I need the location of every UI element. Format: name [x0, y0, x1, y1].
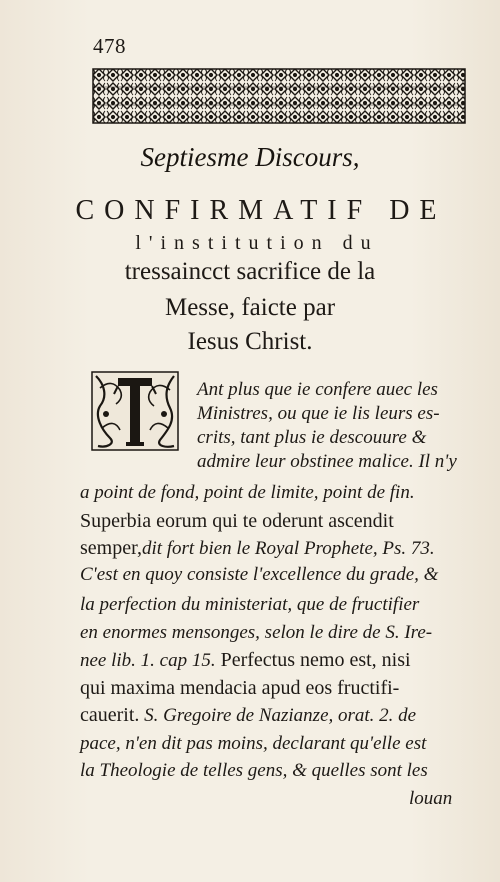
drop-cap	[90, 368, 180, 452]
catchword: louan	[409, 788, 453, 809]
text-line: la Theologie de telles gens, & quelles sont les	[80, 760, 428, 781]
ornamental-drop-cap-icon	[90, 368, 180, 452]
ornamental-header-icon	[92, 68, 466, 124]
italic-fragment: S. Gregoire de Nazianze, orat. 2. de	[139, 705, 417, 726]
discourse-heading: Septiesme Discours,	[140, 142, 360, 172]
text-line	[80, 648, 411, 673]
italic-fragment: nee lib. 1. cap 15.	[80, 650, 216, 671]
italic-fragment: dit fort bien le Royal Prophete, Ps. 73.	[141, 538, 435, 559]
text-line: admire leur obstinee malice. Il n'y	[197, 451, 457, 472]
text-line: crits, tant plus ie descouure &	[197, 427, 427, 448]
latin-fragment: cauerit.	[80, 704, 140, 726]
text-line: pace, n'en dit pas moins, declarant qu'elle est	[80, 733, 427, 754]
latin-fragment: Perfectus nemo est, nisi	[215, 649, 411, 671]
latin-fragment: semper,	[80, 537, 142, 559]
text-line	[80, 703, 416, 728]
title-line-1: CONFIRMATIF DE	[75, 195, 447, 226]
text-line: en enormes mensonges, selon le dire de S. Ire-	[80, 622, 433, 643]
page-number: 478	[93, 34, 126, 58]
text-line: qui maxima mendacia apud eos fructifi-	[80, 677, 400, 699]
text-line: Ant plus que ie confere auec les	[197, 379, 438, 400]
text-line: Ministres, ou que ie lis leurs es-	[197, 403, 440, 424]
ornamental-header-band	[92, 68, 466, 124]
text-line: a point de fond, point de limite, point de fin.	[80, 482, 415, 503]
title-line-5: Iesus Christ.	[187, 328, 313, 355]
title-line-2: l'institution du	[135, 232, 379, 254]
text-line: C'est en quoy consiste l'excellence du grade, &	[80, 564, 439, 585]
text-line: Superbia eorum qui te oderunt ascendit	[80, 510, 394, 532]
title-line-3: tressaincct sacrifice de la	[124, 258, 376, 285]
title-line-4: Messe, faicte par	[164, 294, 336, 321]
text-line: la perfection du ministeriat, que de fructifier	[80, 594, 420, 615]
text-line	[80, 536, 435, 561]
